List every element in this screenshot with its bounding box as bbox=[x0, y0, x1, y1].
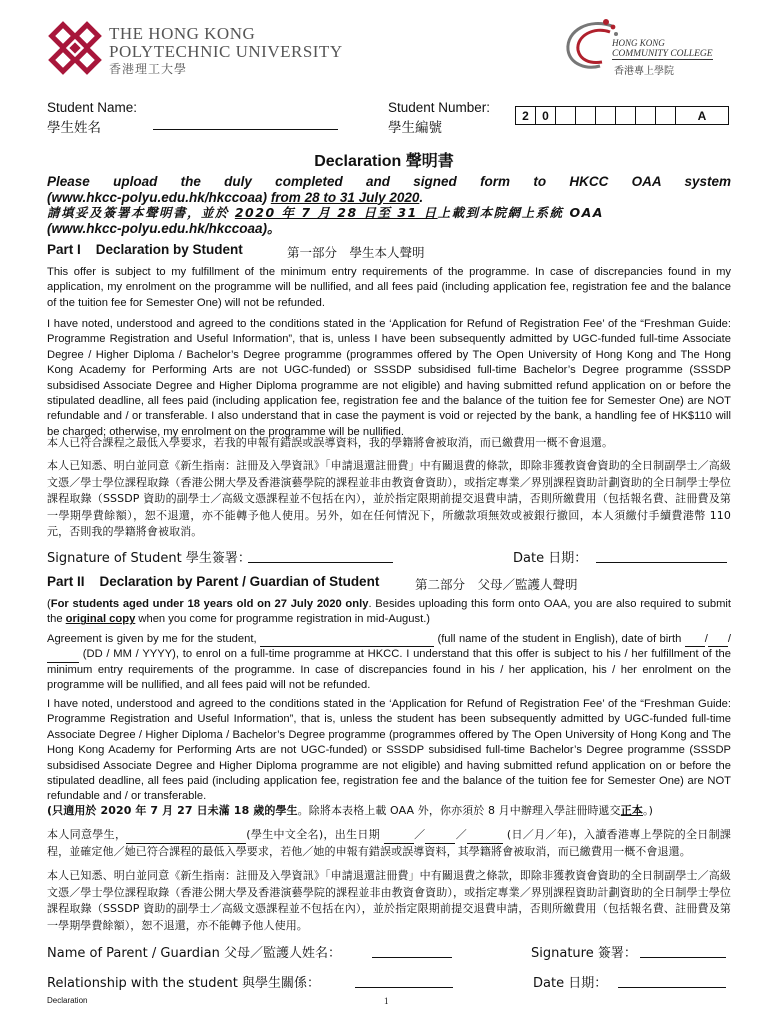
note-paren: ( bbox=[47, 598, 51, 610]
part1-para1: This offer is subject to my fulfillment of the minimum entry requirements of the programme. In case of discrepancies found in my application, my enrolment on the programme will be nullified, and all fees paid (including application fee, registration fee and the balance of the tuition fee for Semester One) will not be refunded. bbox=[47, 266, 731, 309]
polyu-emblem-icon bbox=[47, 20, 103, 76]
page-title-en: Declaration bbox=[314, 153, 402, 170]
part2-heading-en: Part II Declaration by Parent / Guardian of Student bbox=[47, 574, 380, 589]
agree-text-b: (full name of the student in English), date of birth bbox=[434, 633, 685, 645]
part2-signature-label: Signature 簽署： bbox=[531, 946, 637, 961]
hkcc-name-1: HONG KONG bbox=[612, 38, 665, 48]
part2-agreement-zh: 本人同意學生， (學生中文全名)，出生日期 ／ ／ (日／月／年)，入讀香港專上學院的全日制課程，並確定他／她已符合課程的最低入學要求，若他／她的申報有錯誤或誤導資料，其學籍將會被取消，而已繳費用一概不會退還。 bbox=[47, 828, 732, 858]
polyu-logo bbox=[47, 20, 347, 76]
note-original-copy: original copy bbox=[65, 613, 136, 626]
page-number: 1 bbox=[384, 996, 389, 1006]
part1-para2: I have noted, understood and agreed to the conditions stated in the ‘Application for Refund of Registration Fee’ of the “Freshman Guide: Programme Registration and Useful Information”, that is, unless I have been subsequently admitted by UGC-funded full-time Associate Degree / Higher Diploma / Bachelor’s Degree programme (programmes offered by The Open University of Hong Kong and The Hong Kong Academy for Performing Arts are not UGC-funded) or SSSDP subsidised full-time Bachelor’s Degree programme (SSSDP subsidised Associate Degree and Higher Diploma programme are not eligible) and having submitted refund application on or before the stipulated deadline, all fees paid (including application fee, registration fee and the balance of the tuition fee for Semester One) are NOT refundable and / or transferable. I also understand that in case the payment is void or rejected by the bank, a handling fee of HK$110 will be charged; otherwise, my enrolment on the programme will be nullified. bbox=[47, 318, 731, 438]
student-name-label-zh: 學生姓名 bbox=[47, 120, 101, 136]
hkcc-emblem-icon bbox=[560, 16, 620, 74]
student-full-name-field[interactable] bbox=[260, 634, 434, 647]
dob-zh-month-field[interactable] bbox=[425, 831, 455, 844]
note-bold: For students aged under 18 years old on 27 July 2020 only bbox=[50, 598, 369, 610]
student-number-box: A bbox=[676, 107, 729, 125]
part1-para3-zh: 本人已符合課程之最低入學要求，若我的申報有錯誤或誤導資料，我的學籍將會被取消，而已繳費用一概不會退還。 bbox=[47, 436, 614, 449]
part1-heading-en: Part I Declaration by Student bbox=[47, 242, 243, 257]
note-text-end: when you come for programme registration in mid-August.) bbox=[135, 613, 431, 626]
instruction-zh-a: 請填妥及簽署本聲明書，並於 bbox=[47, 205, 235, 220]
part1-date-field[interactable] bbox=[596, 562, 727, 563]
student-chinese-name-field[interactable] bbox=[126, 831, 246, 844]
instruction-zh-c: 上載到本院網上系統 OAA bbox=[437, 205, 604, 220]
student-number-box[interactable] bbox=[636, 107, 656, 125]
part1-heading-zh: 第一部分 學生本人聲明 bbox=[287, 245, 425, 260]
instruction-url: (www.hkcc-polyu.edu.hk/hkccoaa) bbox=[47, 189, 271, 205]
student-number-box[interactable] bbox=[576, 107, 596, 125]
student-number-box[interactable] bbox=[596, 107, 616, 125]
part1-signature-label: Signature of Student 學生簽署： bbox=[47, 551, 251, 566]
student-name-label-en: Student Name: bbox=[47, 100, 138, 115]
relationship-label: Relationship with the student 與學生關係： bbox=[47, 976, 320, 991]
note-text: . Besides uploading this form onto OAA, you are also required to submit the bbox=[47, 598, 731, 626]
part2-heading bbox=[47, 574, 379, 589]
student-number-boxes[interactable] bbox=[515, 106, 729, 125]
instruction-en-1: Please upload the duly completed and signed form to HKCC OAA system bbox=[47, 174, 731, 189]
hkcc-name-2: COMMUNITY COLLEGE bbox=[612, 49, 713, 59]
agree-zh-a: 本人同意學生， bbox=[47, 828, 127, 841]
agree-text-c: (DD / MM / YYYY), to enrol on a full-time programme at HKCC. I understand that this offer is subject to his / her fulfillment of the minimum entry requirements of the programme. In case of discrepancies found in his / her application, his / her enrolment on the programme will be nullified, and all fees paid will not be refunded. bbox=[47, 648, 731, 692]
part2-note bbox=[47, 597, 731, 628]
part2-heading-zh: 第二部分 父母／監護人聲明 bbox=[415, 577, 578, 592]
student-number-label-zh: 學生編號 bbox=[388, 120, 442, 136]
agree-zh-c: (日／月／年)，入讀香港專上學院的全日制課程，並確定他／她已符合課程的最低入學要求，若他／她的申報有錯誤或誤導資料，其學籍將會被取消，而已繳費用一概不會退還。 bbox=[47, 828, 732, 858]
page-title bbox=[0, 148, 768, 171]
student-number-box[interactable] bbox=[616, 107, 636, 125]
student-name-field[interactable] bbox=[153, 128, 338, 130]
part2-date-field[interactable] bbox=[618, 987, 726, 988]
dob-month-field[interactable] bbox=[708, 634, 728, 647]
instruction-zh-2: (www.hkcc-polyu.edu.hk/hkccoaa)。 bbox=[47, 220, 281, 236]
dob-day-field[interactable] bbox=[685, 634, 705, 647]
polyu-name-en-2: POLYTECHNIC UNIVERSITY bbox=[109, 42, 343, 61]
note-zh-end: 。) bbox=[642, 804, 653, 817]
page-title-zh: 聲明書 bbox=[405, 151, 454, 170]
instruction-period: . bbox=[419, 189, 424, 205]
student-number-box[interactable] bbox=[556, 107, 576, 125]
student-number-box: 2 bbox=[516, 107, 536, 125]
instruction-zh-dates: 2020 年 7 月 28 日至 31 日 bbox=[234, 205, 438, 220]
agree-text-a: Agreement is given by me for the student, bbox=[47, 633, 261, 645]
note-zh-bold: (只適用於 2020 年 7 月 27 日未滿 18 歲的學生 bbox=[47, 804, 298, 817]
part2-note-zh bbox=[47, 803, 731, 820]
polyu-name-en-1: THE HONG KONG bbox=[109, 24, 256, 43]
part1-heading bbox=[47, 242, 243, 257]
part2-date-label: Date 日期： bbox=[533, 976, 608, 991]
part2-agreement: Agreement is given by me for the student, (full name of the student in English), date of birth / / (DD / MM / YYYY), to enrol on a full-time programme at HKCC. I understand that this offer is subject to his / her fulfillment of the minimum entry requirements of the programme. In case of discrepancies found in his / her application, his / her enrolment on the programme will be nullified, and all fees paid will not be refunded. bbox=[47, 633, 731, 692]
note-zh-text: 。除將本表格上載 OAA 外，你亦須於 8 月中辦理入學註冊時遞交 bbox=[297, 804, 621, 817]
dob-year-field[interactable] bbox=[47, 650, 79, 663]
dob-zh-day-field[interactable] bbox=[384, 831, 414, 844]
part1-signature-field[interactable] bbox=[248, 562, 393, 563]
instruction-dates: from 28 to 31 July 2020 bbox=[270, 189, 420, 205]
parent-name-field[interactable] bbox=[372, 957, 452, 958]
footer-label: Declaration bbox=[47, 996, 88, 1005]
polyu-name-zh: 香港理工大學 bbox=[109, 62, 188, 76]
agree-zh-b: (學生中文全名)，出生日期 bbox=[246, 828, 384, 841]
instruction bbox=[47, 174, 731, 236]
part2-para2: I have noted, understood and agreed to the conditions stated in the ‘Application for Refund of Registration Fee’ of the “Freshman Guide: Programme Registration and Useful Information”, that is, unless the student has been subsequently admitted by UGC-funded full-time Associate Degree / Higher Diploma / Bachelor’s Degree programme (programmes offered by The Open University of Hong Kong and The Hong Kong Academy for Performing Arts are not UGC-funded) or SSSDP subsidised full-time Bachelor’s Degree programme (SSSDP subsidised Associate Degree and Higher Diploma programme are not eligible) and having submitted refund application on or before the stipulated deadline, all fees paid (including application fee, registration fee and the balance of the tuition fee for Semester One) are NOT refundable and / or transferable. bbox=[47, 698, 731, 803]
note-zh-original: 正本 bbox=[620, 804, 643, 817]
parent-name-label: Name of Parent / Guardian 父母／監護人姓名： bbox=[47, 946, 342, 961]
part2-para-zh: 本人已知悉、明白並同意《新生指南：註冊及入學資訊》「申請退還註冊費」中有關退費之條款，即除非獲教資會資助的全日制副學士／高級文憑／學士學位課程取錄（香港公開大學及香港演藝學院的課程並非由教資會資助），或指定專業／界別課程資助計劃資助的全日制學士學位課程取錄（SSSDP 資助的副學士／高級文憑課程並不包括在內），並於指定限期前提交退費申請，否則所繳費用（包括報名費、註冊費及第一學期學費餘額），恕不退還，亦不能轉予他人使用。 bbox=[47, 869, 731, 932]
relationship-field[interactable] bbox=[355, 987, 453, 988]
instruction-en-2 bbox=[47, 190, 731, 206]
student-number-box: 0 bbox=[536, 107, 556, 125]
dob-zh-year-field[interactable] bbox=[467, 831, 503, 844]
student-number-box[interactable] bbox=[656, 107, 676, 125]
hkcc-name-zh: 香港專上學院 bbox=[614, 66, 674, 77]
hkcc-logo bbox=[560, 14, 730, 76]
part1-para4-zh: 本人已知悉、明白並同意《新生指南：註冊及入學資訊》「申請退還註冊費」中有關退費的條款，即除非獲教資會資助的全日制副學士／高級文憑／學士學位課程取錄（香港公開大學及香港演藝學院的課程並非由教資會資助），或指定專業／界別課程資助計劃資助的全日制學士學位課程取錄（SSSDP 資助的副學士／高級文憑課程並不包括在內），並於指定限期前提交退費申請，否則所繳費用（包括報名費、註冊費及第一學期學費餘額），恕不退還，亦不能轉予他人使用。另外，如在任何情況下，所繳款項無效或被銀行撤回，本人須繳付手續費港幣 110 元，否則我的學籍將會被取消。 bbox=[47, 459, 731, 538]
part1-date-label: Date 日期： bbox=[513, 551, 588, 566]
student-number-label-en: Student Number: bbox=[388, 100, 491, 115]
part2-signature-field[interactable] bbox=[640, 957, 726, 958]
instruction-zh-1 bbox=[47, 205, 731, 221]
